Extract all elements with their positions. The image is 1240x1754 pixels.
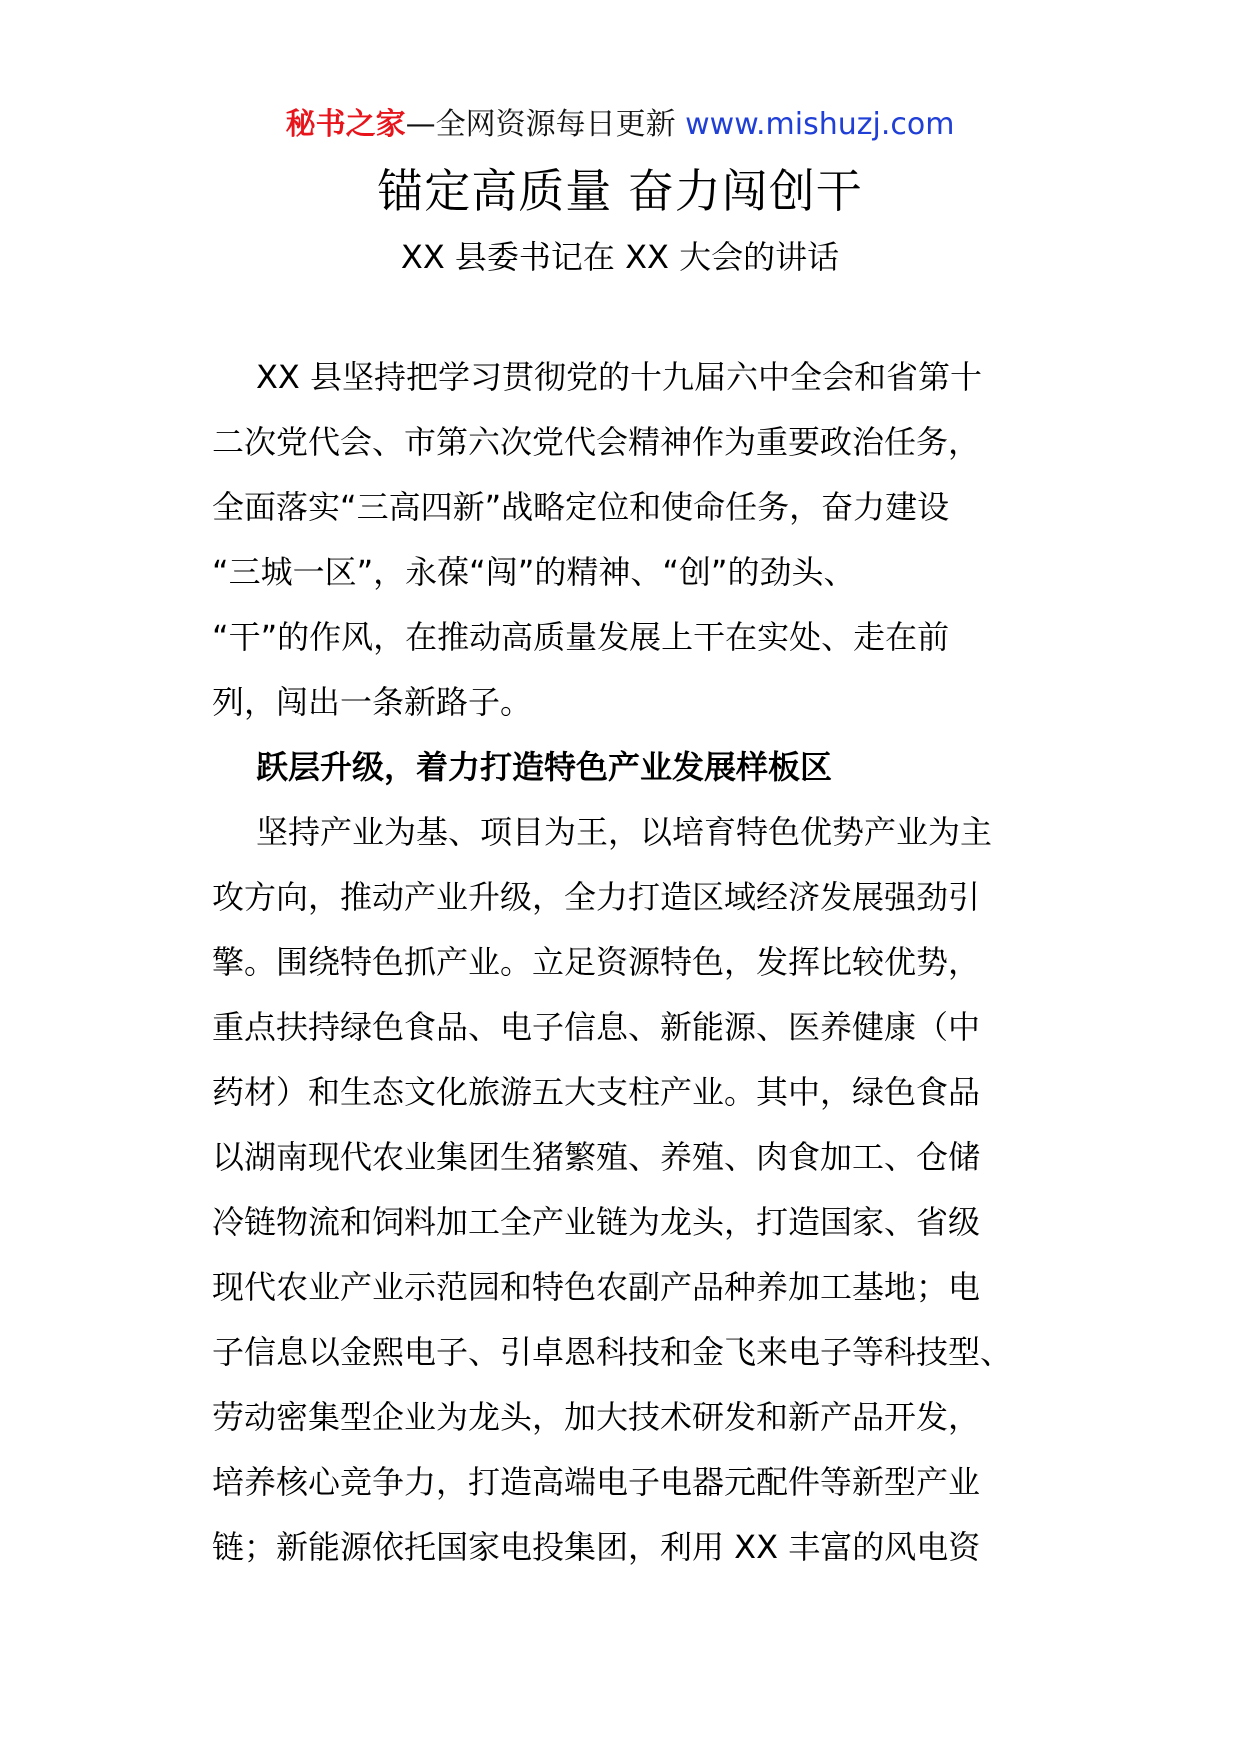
paragraph-line: 二次党代会、市第六次党代会精神作为重要政治任务， <box>212 423 981 461</box>
paragraph-industry <box>212 800 1032 1580</box>
brand-name: 秘书之家 <box>285 107 406 142</box>
paragraph-line: 药材）和生态文化旅游五大支柱产业。其中，绿色食品 <box>212 1073 981 1111</box>
paragraph-line: 列，闯出一条新路子。 <box>212 683 533 721</box>
paragraph-line: 培养核心竞争力，打造高端电子电器元配件等新型产业 <box>212 1463 981 1501</box>
section-heading <box>212 735 1032 800</box>
document-title: 锚定高质量 奋力闯创干 <box>377 164 863 218</box>
paragraph-line: 冷链物流和饲料加工全产业链为龙头，打造国家、省级 <box>212 1203 981 1241</box>
paragraph-line: 坚持产业为基、项目为王，以培育特色优势产业为主 <box>256 813 993 851</box>
paragraph-line: 子信息以金熙电子、引卓恩科技和金飞来电子等科技型、 <box>212 1333 1013 1371</box>
section-heading-text: 跃层升级，着力打造特色产业发展样板区 <box>256 748 833 786</box>
site-banner <box>0 100 1240 150</box>
site-url-link[interactable]: www.mishuzj.com <box>685 107 955 142</box>
paragraph-intro <box>212 345 1032 735</box>
paragraph-line: “干”的作风，在推动高质量发展上干在实处、走在前 <box>212 618 950 656</box>
paragraph-line: 以湖南现代农业集团生猪繁殖、养殖、肉食加工、仓储 <box>212 1138 981 1176</box>
banner-slogan: —全网资源每日更新 <box>405 107 676 142</box>
paragraph-line: 攻方向，推动产业升级，全力打造区域经济发展强劲引 <box>212 878 981 916</box>
paragraph-line: 链；新能源依托国家电投集团，利用 XX 丰富的风电资 <box>212 1528 981 1566</box>
paragraph-line: 现代农业产业示范园和特色农副产品种养加工基地；电 <box>212 1268 981 1306</box>
paragraph-line: “三城一区”，永葆“闯”的精神、“创”的劲头、 <box>212 553 856 591</box>
document-subtitle: XX 县委书记在 XX 大会的讲话 <box>400 238 840 276</box>
paragraph-line: 全面落实“三高四新”战略定位和使命任务，奋力建设 <box>212 488 950 526</box>
paragraph-line: 擎。围绕特色抓产业。立足资源特色，发挥比较优势， <box>212 943 981 981</box>
paragraph-line: 重点扶持绿色食品、电子信息、新能源、医养健康（中 <box>212 1008 981 1046</box>
paragraph-line: 劳动密集型企业为龙头，加大技术研发和新产品开发， <box>212 1398 981 1436</box>
paragraph-line: XX 县坚持把学习贯彻党的十九届六中全会和省第十 <box>256 358 983 396</box>
